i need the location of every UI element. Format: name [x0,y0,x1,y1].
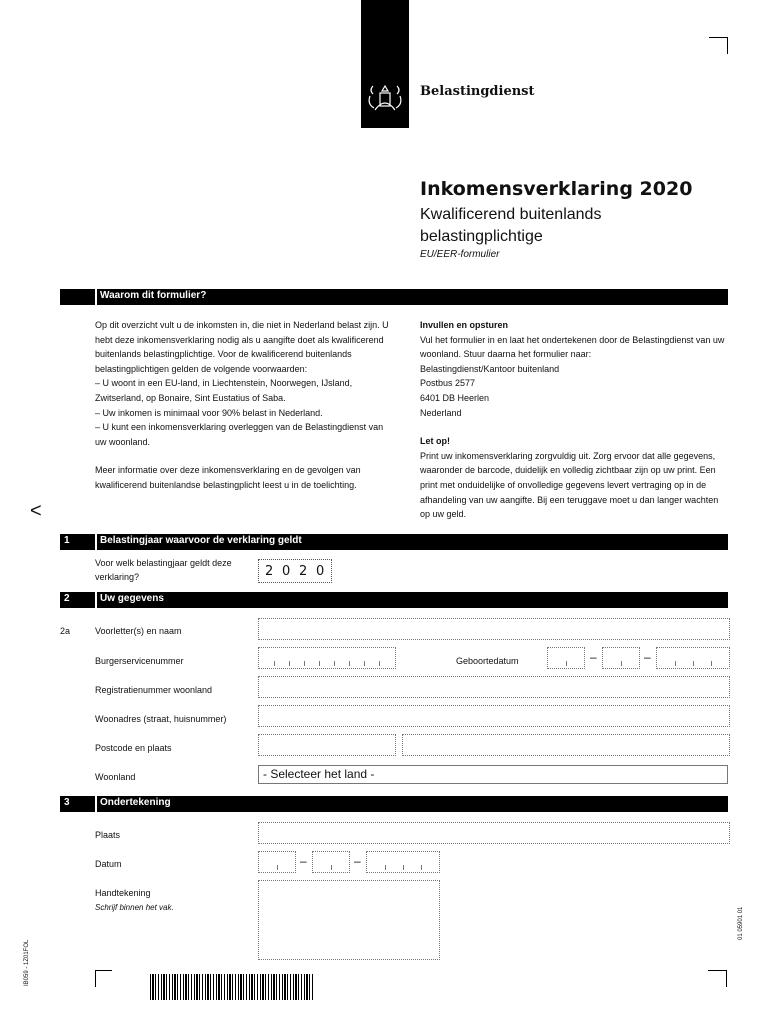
address-label: Woonadres (straat, huisnummer) [95,714,227,724]
birth-month-field[interactable] [602,647,640,669]
postcode-label: Postcode en plaats [95,743,172,753]
section-label: Waarom dit formulier? [100,290,207,301]
section-bar-2 [60,592,728,608]
place-field[interactable] [258,822,730,844]
signature-field[interactable] [258,880,440,960]
logo-bar [361,0,409,128]
year-digit: 2 [299,564,308,579]
form-code-left: IB059 - 1Z01FOL [24,939,30,986]
signature-hint: Schrijf binnen het vak. [95,903,174,912]
condition-item: – U woont in een EU-land, in Liechtenstein, Noorwegen, IJsland, Zwitserland, op Bonaire, Sint Eustatius of Saba. [95,378,353,403]
sign-month-field[interactable] [312,851,350,873]
intro-left-column [95,318,395,493]
address-line: Nederland [420,407,462,418]
registration-field[interactable] [258,676,730,698]
country-label: Woonland [95,772,136,782]
sign-day-field[interactable] [258,851,296,873]
year-field[interactable] [258,559,332,583]
org-name: Belastingdienst [420,84,535,99]
year-digit: 2 [265,564,274,579]
corner-mark-bottom-left [95,970,112,987]
year-digit: 0 [282,564,291,579]
date-separator: – [354,854,361,868]
attention-heading: Let op! [420,436,450,447]
condition-item: – U kunt een inkomensverklaring overleggen van de Belastingdienst van uw woonland. [95,422,384,447]
year-question: Voor welk belastingjaar geldt deze verklaring? [95,558,232,582]
intro-paragraph: Op dit overzicht vult u de inkomsten in, die niet in Nederland belast zijn. U hebt deze inkomensverklaring nodig als u aangifte doet als kwalificerend buitenlands belastingplichtige. Voor de kwalificerend buitenlands belastingplichtigen gelden de volgende voorwaarden: [95,320,389,374]
sign-year-field[interactable] [366,851,440,873]
address-line: 6401 DB Heerlen [420,392,490,403]
condition-item: – Uw inkomen is minimaal voor 90% belast in Nederland. [95,407,323,418]
corner-mark-top-right [709,37,728,54]
date-separator: – [590,650,597,664]
section-bar-intro [60,289,728,305]
address-field[interactable] [258,705,730,727]
initials-field[interactable] [258,618,730,640]
subsection-number: 2a [60,626,71,636]
birth-day-field[interactable] [547,647,585,669]
section-bar-1 [60,534,728,550]
fill-text: Vul het formulier in en laat het ondertekenen door de Belastingdienst van uw woonland. Stuur daarna het formulier naar: [420,334,725,360]
form-subtitle: Kwalificerend buitenlands belastingplichtige [420,206,602,245]
form-code-right: 01 05901 01 [738,906,744,940]
fill-heading: Invullen en opsturen [420,320,509,330]
more-info-text: Meer informatie over deze inkomensverklaring en de gevolgen van kwalificerend buitenlandse belastingplicht leest u in de toelichting. [95,465,361,490]
bsn-label: Burgerservicenummer [95,656,184,666]
postcode-field[interactable] [258,734,396,756]
date-separator: – [644,650,651,664]
year-digit: 0 [316,564,325,579]
signature-label: Handtekening [95,888,151,898]
section-number: 2 [64,593,70,604]
section-label: Ondertekening [100,797,171,808]
address-line: Belastingdienst/Kantoor buitenland [420,363,560,374]
form-type: EU/EER-formulier [420,249,500,260]
birthdate-label: Geboortedatum [456,656,519,666]
initials-label: Voorletter(s) en naam [95,626,182,636]
section-label: Uw gegevens [100,593,164,604]
address-line: Postbus 2577 [420,378,476,389]
place-label: Plaats [95,830,121,840]
bsn-field[interactable] [258,647,396,669]
barcode [150,974,315,1000]
intro-right-column [420,318,730,522]
country-select[interactable]: - Selecteer het land - [258,765,728,784]
coat-of-arms-icon [361,0,409,128]
attention-text: Print uw inkomensverklaring zorgvuldig uit. Zorg ervoor dat alle gegevens, waaronder de barcode, duidelijk en volledig zichtbaar zijn op uw print. Een print met onduidelijke of onvolledige gegevens levert vertraging op in de afhandeling van uw aangifte. Bij een teruggave moet u dan langer wachten op uw geld. [420,450,719,520]
section-bar-3 [60,796,728,812]
fold-mark: < [30,500,42,522]
corner-mark-bottom-right [708,970,727,987]
date-label: Datum [95,859,122,869]
form-title: Inkomensverklaring 2020 [420,178,693,200]
birth-year-field[interactable] [656,647,730,669]
section-label: Belastingjaar waarvoor de verklaring geldt [100,535,302,546]
section-number: 3 [64,797,70,808]
registration-label: Registratienummer woonland [95,685,213,695]
section-number: 1 [64,535,70,546]
date-separator: – [300,854,307,868]
city-field[interactable] [402,734,730,756]
